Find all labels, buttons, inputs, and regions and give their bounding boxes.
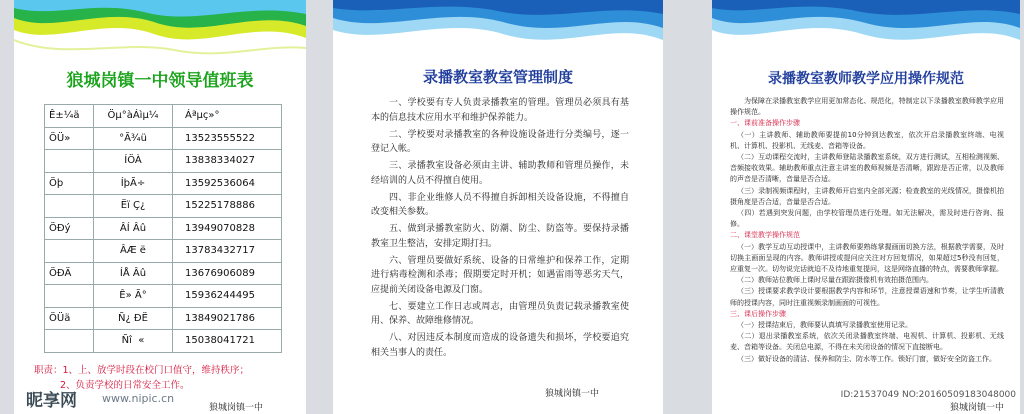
table-row: [45, 330, 282, 353]
table-header-row: [45, 105, 282, 128]
day-cell: ÖÐý: [45, 217, 94, 240]
section-heading: 二、课堂教学操作规范: [730, 231, 800, 240]
spec-item: （一）授课结束后，教师要认真填写录播教室使用记录。: [737, 321, 912, 330]
leader-cell: ÂÆ ë: [94, 240, 173, 263]
rules-body: [371, 96, 629, 363]
spec-item: （三）做好设备的清洁、保养和防尘、防水等工作。锁好门窗，做好安全防盗工作。: [737, 354, 996, 363]
green-wave-header: [14, 0, 306, 70]
rule-paragraph: 三、录播教室设备必须由主讲、辅助教师和管理员操作，未经培训的人员不得擅自使用。: [371, 161, 629, 186]
table-row: [45, 240, 282, 263]
day-cell: Öþ: [45, 172, 94, 195]
rule-paragraph: 六、管理员要做好系统、设备的日常维护和保养工作，定期进行病毒检测和杀毒；假期要定时开机；如遇雷雨等恶劣天气，应提前关闭设备电源及门窗。: [371, 255, 629, 295]
duty-note-line: 2、负责学校的日常安全工作。: [60, 380, 190, 391]
leader-cell: ÍÖÀ: [94, 150, 173, 173]
section-heading: 三、课后操作步骤: [730, 309, 786, 318]
header-cell: Öµ°àÁìµ¼: [94, 105, 173, 128]
table-row: [45, 150, 282, 173]
management-rules-poster: [333, 0, 663, 414]
leader-cell: Ñî «: [94, 330, 173, 353]
spec-item: （一）教学互动互动授课中，主讲教师要熟练掌握画面切换方法，根据教学需要，及时切换主画面呈现的内容。教师讲授或提问应关注对方回复情况，如果超过5秒没有回复，应重复一次。切勿说完话就迫不及待地重复提问，这是网络直播的特点，需要教师掌握。: [730, 242, 1004, 274]
phone-cell: 13949070828: [173, 217, 282, 240]
leader-cell: Ñ¿ ÐË: [94, 307, 173, 330]
day-cell: ÖÐÄ: [45, 262, 94, 285]
rule-paragraph: 八、对因违反本制度而造成的设备遗失和损坏，学校要追究相关当事人的责任。: [371, 333, 629, 358]
table-row: [45, 307, 282, 330]
school-signature: 狼城岗镇一中: [209, 403, 264, 413]
spec-item: （四）若遇到突发问题，由学校管理员进行处理。如无法解决，需及时进行咨询、报修。: [730, 209, 1004, 229]
day-cell: [45, 240, 94, 263]
leader-cell: ÍþÃ÷: [94, 172, 173, 195]
table-row: [45, 195, 282, 218]
phone-cell: 13676906089: [173, 262, 282, 285]
spec-item: （二）教师站位教师上课时尽量在跟踪摄像机有效拍摄范围内。: [737, 276, 933, 285]
watermark-url: www.nipic.cn: [102, 392, 175, 405]
leader-cell: ÂÍ Âû: [94, 217, 173, 240]
table-row: [45, 127, 282, 150]
phone-cell: 13838334027: [173, 150, 282, 173]
operation-spec-poster: [712, 0, 1020, 414]
watermark-brand: 昵享网: [26, 391, 77, 411]
rule-paragraph: 五、做到录播教室防火、防潮、防尘、防盗等。要保持录播教室卫生整洁，安排定期打扫。: [371, 224, 629, 249]
day-cell: [45, 150, 94, 173]
spec-item: （一）主讲教师、辅助教师要提前10分钟到达教室，依次开启录播教室终端、电视机、计算机、投影机、无线麦、音箱等设备。: [730, 130, 1004, 150]
spec-item: （二）互动课程交流时，主讲教师登陆录播教室系统，双方进行测试，互相检测视频、音频接收效果。辅助教师重点注意主讲室的教师视频是否清晰，跟踪是否正常，以及教师的声音是否清晰，音量是否合适。: [730, 153, 1004, 184]
phone-cell: 15936244495: [173, 285, 282, 308]
day-cell: [45, 285, 94, 308]
watermark-id: ID:21537049 NO:20160509183048000: [840, 390, 1016, 400]
day-cell: [45, 330, 94, 353]
table-row: [45, 172, 282, 195]
rule-paragraph: 四、非企业维修人员不得擅自拆卸相关设备设施，不得擅自改变相关参数。: [371, 192, 629, 217]
rule-paragraph: 二、学校要对录播教室的各种设施设备进行分类编号，逐一登记入帐。: [371, 129, 629, 154]
poster-title: 录播教室教室管理制度: [422, 68, 573, 86]
day-cell: ÖÜä: [45, 307, 94, 330]
leader-cell: °Ã¾ü: [94, 127, 173, 150]
school-signature: 狼城岗镇一中: [545, 389, 600, 399]
duty-table: [44, 104, 282, 353]
blue-wave-header: [712, 0, 1020, 70]
duty-roster-poster: [14, 0, 306, 414]
phone-cell: 15225178886: [173, 195, 282, 218]
leader-cell: ÍÅ Âû: [94, 262, 173, 285]
phone-cell: 13592536064: [173, 172, 282, 195]
header-cell: Áªµç»°: [173, 105, 282, 128]
phone-cell: 15038041721: [173, 330, 282, 353]
phone-cell: 13849021786: [173, 307, 282, 330]
table-row: [45, 285, 282, 308]
day-cell: [45, 195, 94, 218]
poster-title: 狼城岗镇一中领导值班表: [66, 71, 254, 91]
spec-item: （二）退出录播教室系统，依次关闭录播教室终端、电视机、计算机、投影机、无线麦、音箱等设备。关闭总电源，不得在未关闭设备的情况下直接断电。: [730, 332, 1004, 352]
blue-wave-header: [333, 0, 663, 70]
rule-paragraph: 一、学校要有专人负责录播教室的管理。管理员必须具有基本的信息技术应用水平和维护保养能力。: [371, 98, 629, 123]
spec-item: （三）录制视频课程时，主讲教师开启室内全部光源；检查教室的光线情况，摄像机拍摄角度是否合适，音量是否合适。: [730, 186, 1004, 206]
leader-cell: Ëï Ç¿: [94, 195, 173, 218]
rule-paragraph: 七、要建立工作日志或周志，由管理员负责记载录播教室使用、保养、故障维修情况。: [371, 301, 629, 326]
section-heading: 一、课前准备操作步骤: [730, 119, 800, 128]
duty-note-line: 职责：1、上、放学时段在校门口值守，维持秩序；: [34, 365, 250, 376]
leader-cell: Ê» Ã°: [94, 285, 173, 308]
spec-item: （三）授课要求教学设计要根据教学内容和环节，注意授课语速和节奏，让学生听清教师的授课内容，同时注重视频录制画面的可视性。: [730, 287, 1004, 307]
spec-intro: 为保障在录播教室教学应用更加常态化、规范化，特制定以下录播教室教师教学应用操作规范。: [730, 97, 1004, 117]
poster-title: 录播教室教师教学应用操作规范: [768, 71, 964, 87]
table-row: [45, 262, 282, 285]
table-row: [45, 217, 282, 240]
header-cell: Ê±¼ä: [45, 105, 94, 128]
phone-cell: 13783432717: [173, 240, 282, 263]
spec-body: [730, 96, 1004, 365]
day-cell: ÖÜ»: [45, 127, 94, 150]
phone-cell: 13523555522: [173, 127, 282, 150]
school-signature: 狼城岗镇一中: [950, 403, 1005, 413]
